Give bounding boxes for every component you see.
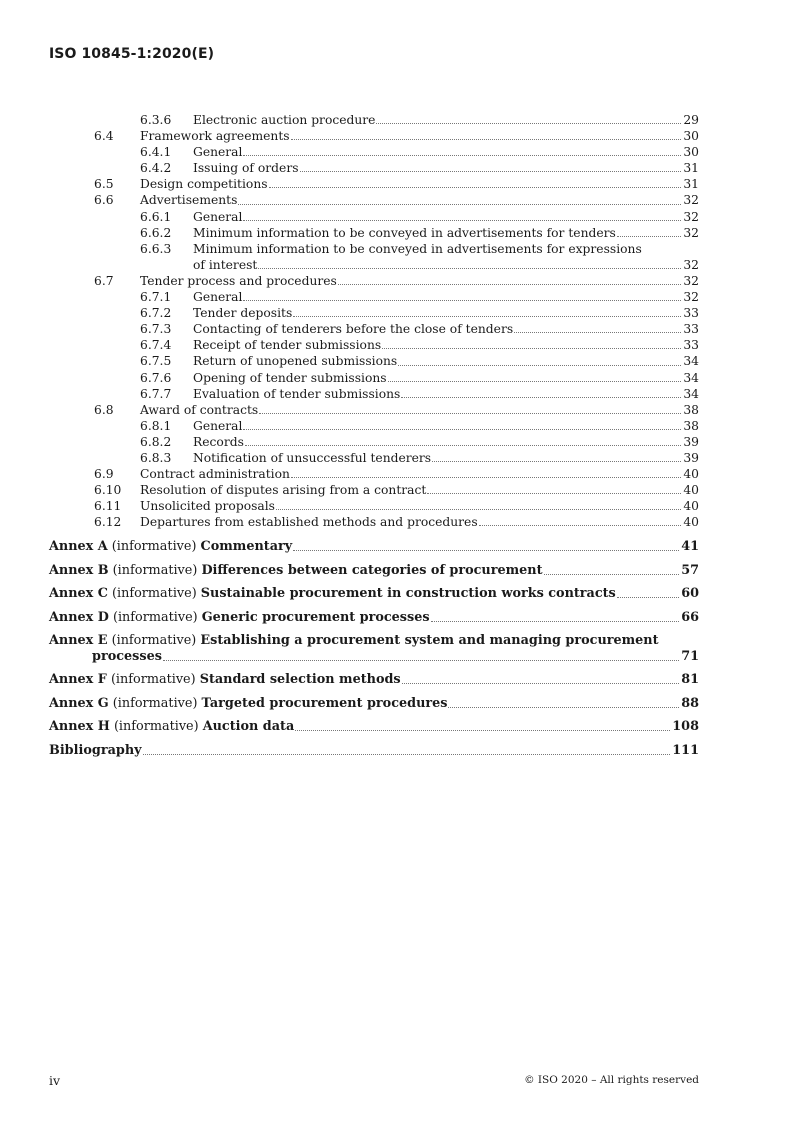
annex-type: (informative) (112, 586, 197, 602)
toc-title: Award of contracts (140, 402, 259, 417)
toc-number: 6.6.2 (140, 225, 172, 240)
toc-title: Minimum information to be conveyed in advertisements for expressions (193, 241, 642, 256)
leader-dots (238, 204, 681, 205)
annex-title: Auction data (202, 719, 295, 735)
toc-number: 6.8.1 (140, 418, 172, 433)
leader-dots (259, 413, 681, 414)
toc-entry[interactable] (49, 466, 699, 482)
annex-label: Annex E (49, 633, 108, 648)
annex-label: Annex B (49, 562, 109, 578)
leader-dots (163, 660, 679, 661)
annex-title: Sustainable procurement in construction works contracts (200, 586, 616, 602)
annex-page: 108 (672, 719, 699, 735)
leader-dots (432, 461, 681, 462)
toc-entry[interactable] (49, 144, 699, 160)
toc-title: Contacting of tenderers before the close of tenders (193, 322, 514, 337)
annex-entry-g[interactable] (49, 696, 699, 712)
toc-page: 30 (683, 129, 699, 144)
leader-dots (431, 621, 680, 622)
toc-number: 6.8.3 (140, 450, 172, 465)
annex-type: (informative) (112, 562, 198, 578)
toc-number: 6.7.6 (140, 370, 172, 385)
toc-title: Electronic auction procedure (193, 113, 376, 127)
toc-entry[interactable] (49, 289, 699, 305)
leader-dots (448, 707, 679, 708)
annex-type: (informative) (112, 695, 198, 711)
toc-page: 40 (683, 515, 699, 530)
toc-title: Minimum information to be conveyed in advertisements for tenders (193, 225, 616, 240)
bibliography-entry[interactable] (49, 743, 699, 759)
toc-number: 6.7.4 (140, 338, 172, 353)
toc-number: 6.9 (94, 467, 114, 482)
leader-dots (544, 574, 680, 575)
annex-title: Establishing a procurement system and managing procurement (200, 633, 659, 648)
leader-dots (617, 597, 679, 598)
bibliography-page: 111 (672, 742, 699, 758)
toc-title: Records (193, 434, 244, 449)
annex-entry-h[interactable] (49, 719, 699, 735)
toc-title: Unsolicited proposals (140, 499, 275, 514)
annex-page: 60 (681, 586, 699, 602)
toc-title: Tender process and procedures (140, 273, 337, 288)
annex-label: Annex G (49, 695, 109, 711)
toc-title: Opening of tender submissions (193, 370, 387, 385)
annex-page: 71 (681, 649, 699, 664)
leader-dots (300, 171, 682, 172)
toc-page: 39 (683, 450, 699, 465)
annex-type: (informative) (111, 633, 197, 648)
toc-title: Contract administration (140, 467, 290, 482)
toc-entry[interactable] (49, 241, 699, 257)
toc-page: 34 (683, 354, 699, 369)
annex-label: Annex F (49, 672, 107, 688)
toc-page: 33 (683, 338, 699, 353)
annex-title: Generic procurement processes (201, 609, 430, 625)
leader-dots (269, 187, 682, 188)
toc-number: 6.7.7 (140, 386, 172, 401)
annex-label: Annex C (49, 586, 108, 602)
leader-dots (291, 477, 681, 478)
toc-number: 6.4.2 (140, 161, 172, 176)
annex-title: Commentary (200, 539, 293, 555)
leader-dots (245, 445, 681, 446)
toc-page: 33 (683, 322, 699, 337)
toc-page: 32 (683, 257, 699, 272)
toc-entry[interactable] (49, 498, 699, 514)
toc-page: 34 (683, 386, 699, 401)
toc-page: 32 (683, 209, 699, 224)
toc-page: 32 (683, 193, 699, 208)
toc-number: 6.11 (94, 499, 122, 514)
toc-title: Resolution of disputes arising from a contract (140, 483, 427, 498)
leader-dots (398, 365, 681, 366)
toc-entry[interactable] (49, 514, 699, 530)
leader-dots (388, 381, 682, 382)
leader-dots (401, 397, 681, 398)
footer-copyright: © ISO 2020 – All rights reserved (524, 1074, 699, 1086)
leader-dots (243, 220, 681, 221)
leader-dots (143, 754, 671, 755)
toc-entry[interactable] (49, 337, 699, 353)
toc-number: 6.6.3 (140, 241, 172, 256)
annex-page: 81 (681, 672, 699, 688)
toc-entry[interactable] (49, 321, 699, 337)
toc-page: 31 (683, 161, 699, 176)
annex-page: 57 (681, 562, 699, 578)
toc-page: 40 (683, 483, 699, 498)
toc-entry-continuation[interactable] (49, 257, 699, 273)
toc-entry[interactable] (49, 176, 699, 192)
toc-entry[interactable] (49, 160, 699, 176)
annex-entry-b[interactable] (49, 563, 699, 579)
toc-page: 32 (683, 290, 699, 305)
leader-dots (295, 730, 670, 731)
toc-title: Return of unopened submissions (193, 354, 398, 369)
toc-title: General (193, 290, 243, 305)
toc-number: 6.7.1 (140, 290, 172, 305)
annex-type: (informative) (113, 719, 199, 735)
table-of-contents (49, 112, 699, 759)
toc-entry[interactable] (49, 273, 699, 289)
leader-dots (514, 332, 681, 333)
leader-dots (338, 284, 682, 285)
toc-entry[interactable] (49, 370, 699, 386)
leader-dots (276, 509, 681, 510)
annex-type: (informative) (111, 539, 197, 555)
toc-page: 32 (683, 273, 699, 288)
toc-number: 6.6.1 (140, 209, 172, 224)
toc-entry[interactable] (49, 305, 699, 321)
leader-dots (402, 683, 680, 684)
toc-entry[interactable] (49, 225, 699, 241)
toc-title: Receipt of tender submissions (193, 338, 382, 353)
toc-number: 6.8.2 (140, 434, 172, 449)
annex-title: Differences between categories of procurement (201, 562, 543, 578)
annex-page: 41 (681, 539, 699, 555)
toc-entry[interactable] (49, 209, 699, 225)
leader-dots (243, 155, 681, 156)
toc-title-continuation: of interest (193, 257, 258, 272)
annex-entry-a[interactable] (49, 539, 699, 555)
annex-page: 66 (681, 609, 699, 625)
toc-title: Evaluation of tender submissions (193, 386, 401, 401)
toc-page: 31 (683, 177, 699, 192)
annex-type: (informative) (112, 609, 198, 625)
toc-number: 6.4.1 (140, 145, 172, 160)
toc-number: 6.7.5 (140, 354, 172, 369)
toc-number: 6.7.3 (140, 322, 172, 337)
toc-page: 34 (683, 370, 699, 385)
footer-page-number: iv (49, 1073, 61, 1088)
toc-page: 32 (683, 225, 699, 240)
toc-page: 30 (683, 145, 699, 160)
toc-number: 6.10 (94, 483, 122, 498)
leader-dots (427, 493, 681, 494)
toc-entry[interactable] (49, 450, 699, 466)
annex-entry-c[interactable] (49, 586, 699, 602)
toc-entry[interactable] (49, 418, 699, 434)
leader-dots (293, 316, 681, 317)
toc-number: 6.5 (94, 177, 114, 192)
leader-dots (291, 139, 682, 140)
toc-title: Framework agreements (140, 129, 290, 144)
toc-number: 6.8 (94, 402, 114, 417)
toc-title: Departures from established methods and procedures (140, 515, 478, 530)
toc-page: 29 (683, 113, 699, 127)
leader-dots (243, 300, 681, 301)
toc-page: 33 (683, 306, 699, 321)
toc-page: 38 (683, 418, 699, 433)
toc-entry[interactable] (49, 128, 699, 144)
toc-page: 40 (683, 499, 699, 514)
annex-type: (informative) (110, 672, 196, 688)
toc-page: 40 (683, 467, 699, 482)
toc-title: Notification of unsuccessful tenderers (193, 450, 432, 465)
toc-number: 6.6 (94, 193, 114, 208)
document-id-header: ISO 10845-1:2020(E) (49, 46, 215, 62)
annex-title-continuation: processes (92, 649, 162, 664)
toc-entry[interactable] (49, 353, 699, 369)
toc-title: Advertisements (140, 193, 238, 208)
toc-number: 6.3.6 (140, 113, 172, 127)
toc-title: General (193, 145, 243, 160)
leader-dots (376, 123, 681, 124)
toc-number: 6.7 (94, 273, 114, 288)
toc-page: 38 (683, 402, 699, 417)
annex-page: 88 (681, 695, 699, 711)
leader-dots (258, 268, 681, 269)
toc-title: General (193, 209, 243, 224)
toc-entry[interactable] (49, 482, 699, 498)
toc-entry[interactable] (49, 434, 699, 450)
toc-entry[interactable] (49, 192, 699, 208)
toc-title: Design competitions (140, 177, 268, 192)
toc-title: Tender deposits (193, 306, 293, 321)
annex-label: Annex H (49, 719, 110, 735)
annex-entry-d[interactable] (49, 610, 699, 626)
bibliography-title: Bibliography (49, 742, 142, 758)
toc-entry[interactable] (49, 112, 699, 128)
toc-entry[interactable] (49, 402, 699, 418)
annex-title: Targeted procurement procedures (201, 695, 448, 711)
leader-dots (617, 236, 682, 237)
toc-title: General (193, 418, 243, 433)
annex-title: Standard selection methods (199, 672, 401, 688)
toc-number: 6.4 (94, 129, 114, 144)
annex-label: Annex A (49, 539, 108, 555)
annex-label: Annex D (49, 609, 109, 625)
leader-dots (382, 348, 681, 349)
toc-title: Issuing of orders (193, 161, 299, 176)
toc-page: 39 (683, 434, 699, 449)
annex-entry-f[interactable] (49, 672, 699, 688)
leader-dots (293, 550, 679, 551)
toc-number: 6.7.2 (140, 306, 172, 321)
toc-entry[interactable] (49, 386, 699, 402)
toc-number: 6.12 (94, 515, 122, 530)
leader-dots (479, 525, 682, 526)
annex-entry-e[interactable] (49, 633, 699, 665)
leader-dots (243, 429, 681, 430)
